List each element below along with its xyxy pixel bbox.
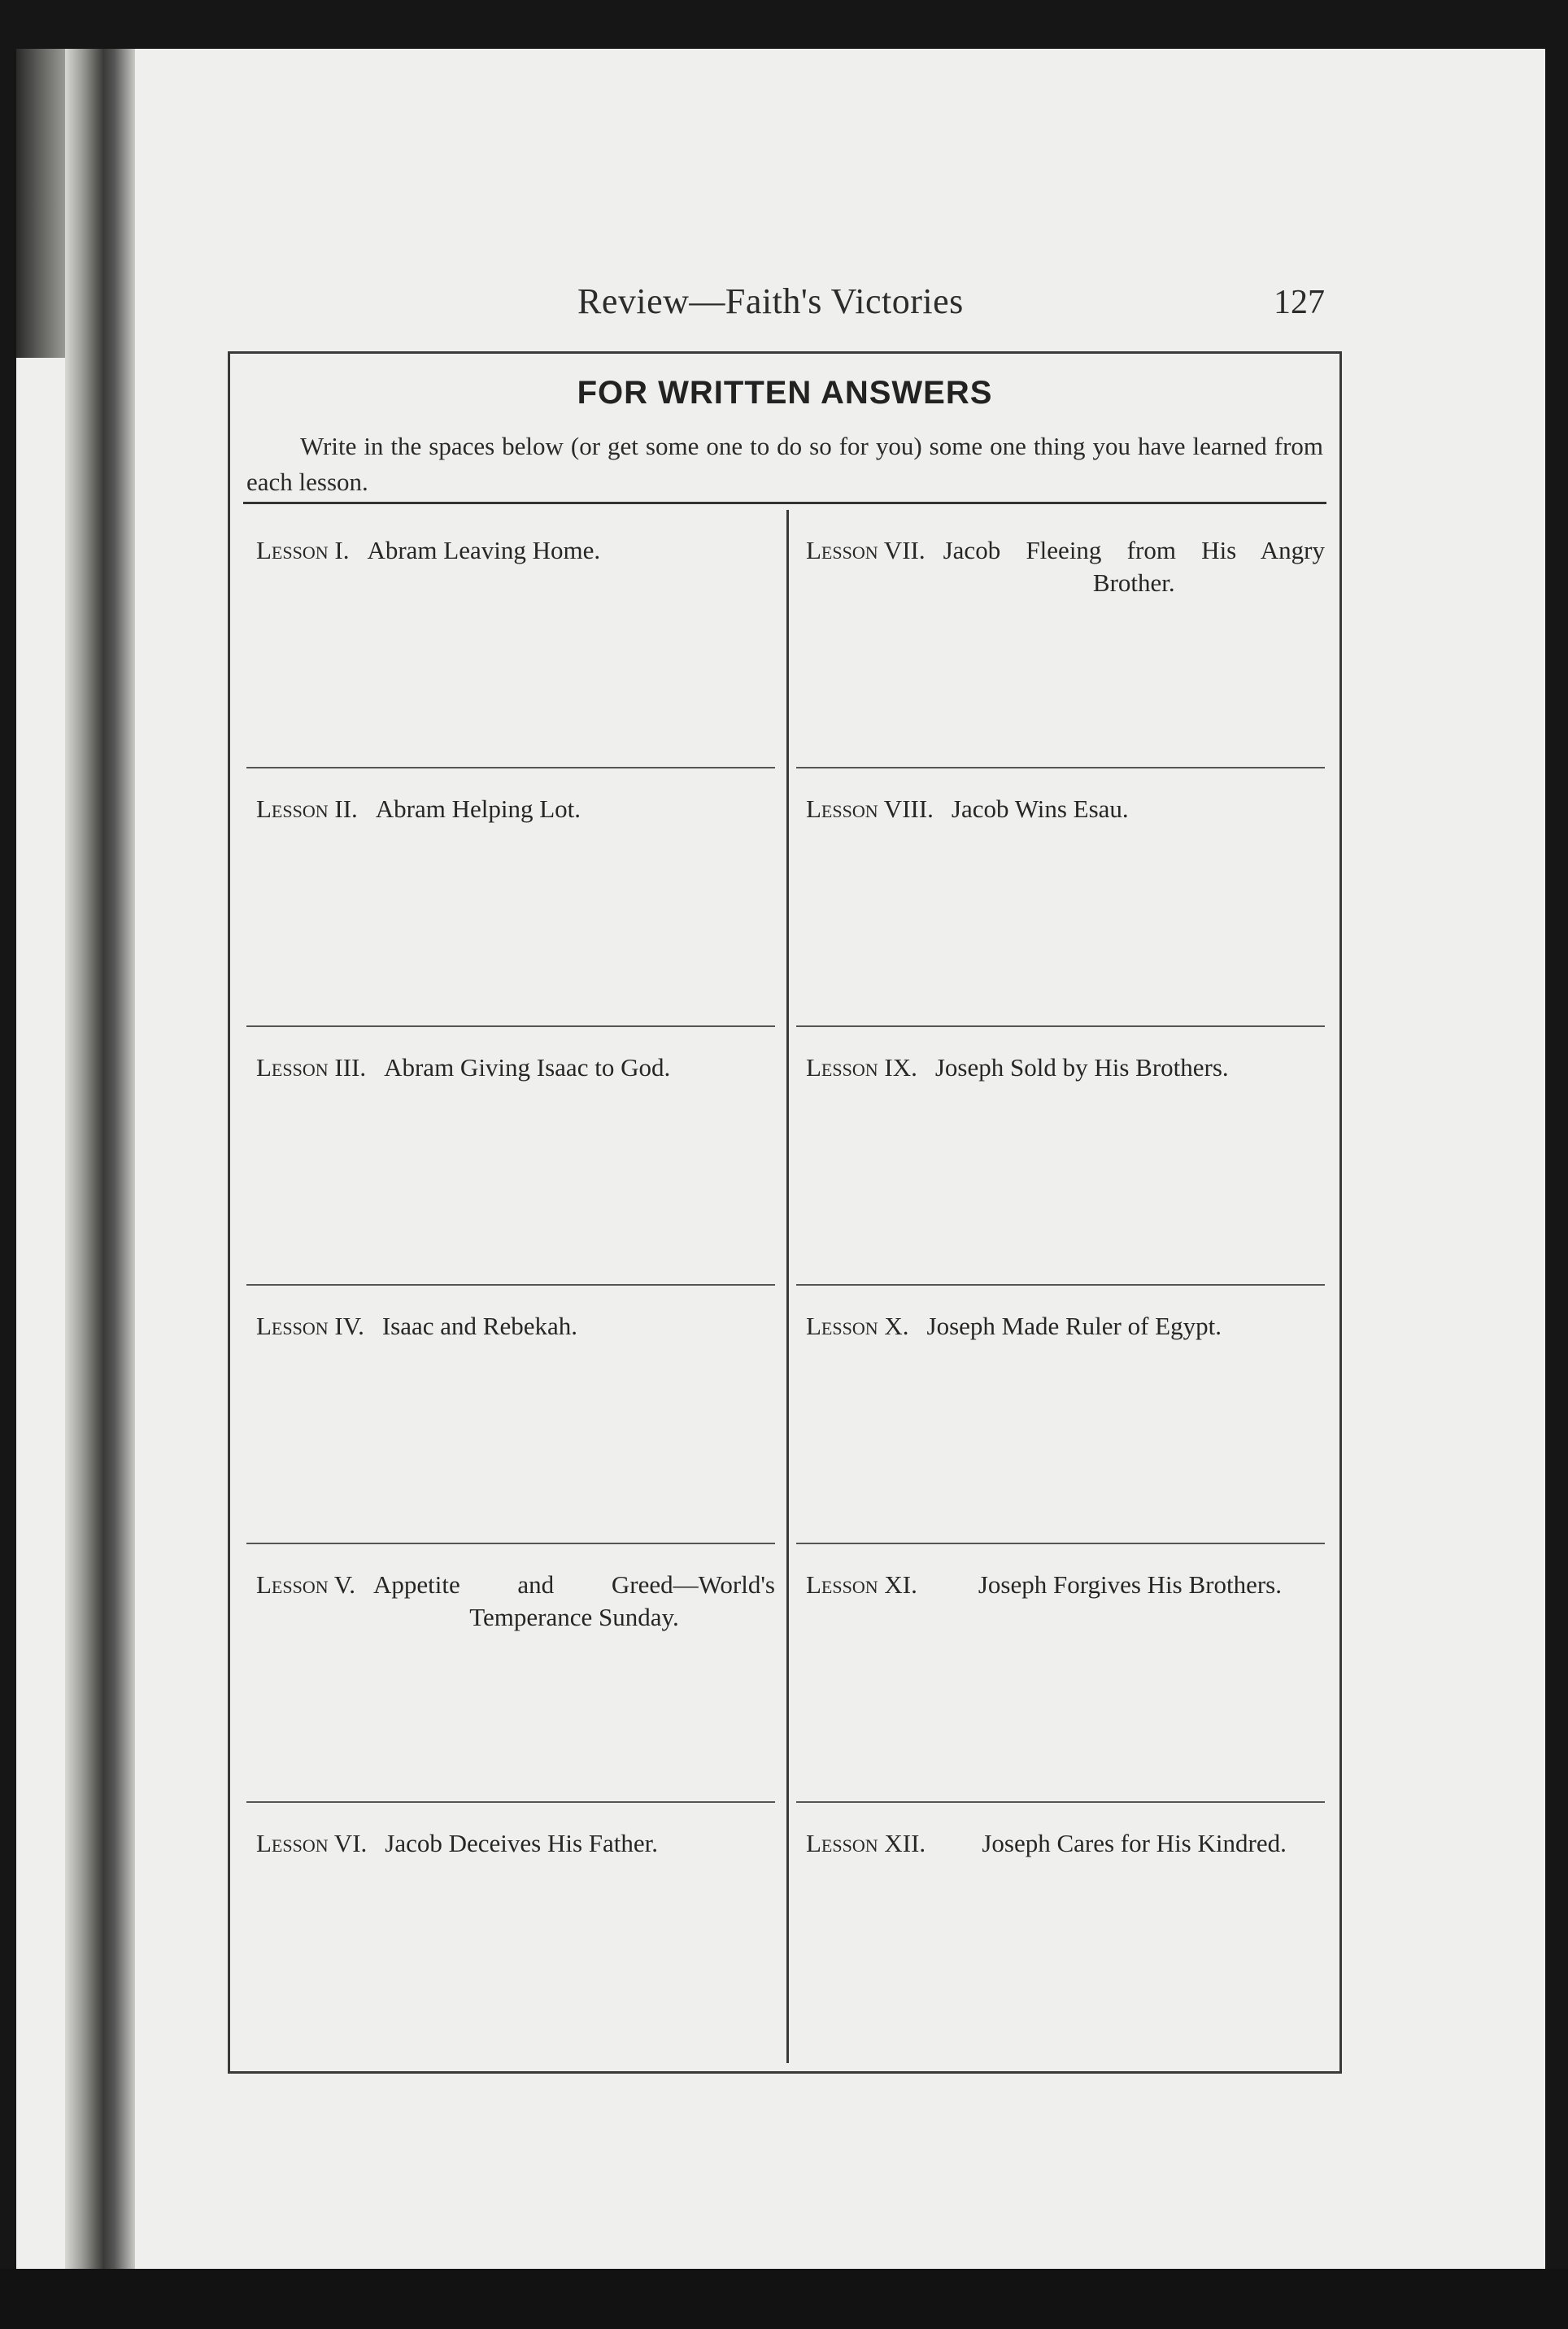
lesson-heading [806,1051,1325,1084]
lesson-heading [806,1569,1325,1601]
lesson-title: Joseph Made Ruler of Egypt. [926,1312,1222,1340]
answer-cell[interactable] [796,1027,1325,1286]
lesson-number: Lesson VIII. [806,794,934,823]
answer-cell[interactable] [796,1803,1325,2061]
lesson-title: Appetite and Greed—World's Temperance Sunday. [372,1570,775,1631]
lesson-title: Joseph Cares for His Kindred. [982,1829,1287,1857]
lesson-heading [806,793,1325,825]
lesson-number: Lesson VI. [256,1829,368,1857]
lesson-number: Lesson VII. [806,536,926,564]
column-divider [786,510,789,2063]
lesson-title: Abram Helping Lot. [375,794,581,823]
lesson-title: Jacob Deceives His Father. [385,1829,659,1857]
lesson-number: Lesson XI. [806,1570,917,1599]
lesson-number: Lesson IX. [806,1053,917,1082]
page-number: 127 [1274,284,1325,321]
lesson-number: Lesson XII. [806,1829,926,1857]
running-head: Review—Faith's Victories [577,281,964,321]
answer-cell[interactable] [796,1286,1325,1544]
lesson-number: Lesson I. [256,536,350,564]
lesson-title: Jacob Wins Esau. [951,794,1129,823]
lesson-grid [246,510,1325,2063]
lesson-title: Abram Leaving Home. [367,536,601,564]
lesson-title: Joseph Forgives His Brothers. [978,1570,1282,1599]
lesson-number: Lesson IV. [256,1312,364,1340]
scan-border [0,2269,1568,2329]
box-title: FOR WRITTEN ANSWERS [577,375,993,411]
lesson-heading [256,793,775,825]
answer-cell[interactable] [796,510,1325,768]
binding-gutter [65,49,135,2269]
answer-cell[interactable] [246,768,775,1027]
lesson-heading [256,534,775,567]
lesson-title: Joseph Sold by His Brothers. [934,1053,1229,1082]
lesson-title: Jacob Fleeing from His Angry Brother. [943,536,1325,597]
lesson-heading [256,1051,775,1084]
lesson-number: Lesson V. [256,1570,355,1599]
lesson-heading [256,1310,775,1343]
lesson-number: Lesson III. [256,1053,367,1082]
lesson-number: Lesson X. [806,1312,909,1340]
lesson-heading [806,534,1325,599]
answer-cell[interactable] [246,510,775,768]
answer-cell[interactable] [246,1286,775,1544]
book-page [16,49,1545,2269]
answer-cell[interactable] [796,1544,1325,1803]
written-answers-box [228,351,1342,2074]
lesson-heading [256,1569,775,1634]
instructions-text: Write in the spaces below (or get some one to do so for you) some one thing you have learned from each lesson. [246,432,1323,496]
answer-cell[interactable] [796,768,1325,1027]
heading-rule [243,502,1326,504]
lesson-heading [256,1827,775,1860]
lesson-heading [806,1310,1325,1343]
lesson-title: Isaac and Rebekah. [381,1312,577,1340]
answer-cell[interactable] [246,1027,775,1286]
answer-cell[interactable] [246,1544,775,1803]
lesson-heading [806,1827,1325,1860]
lesson-number: Lesson II. [256,794,358,823]
lesson-title: Abram Giving Isaac to God. [384,1053,671,1082]
answer-cell[interactable] [246,1803,775,2061]
